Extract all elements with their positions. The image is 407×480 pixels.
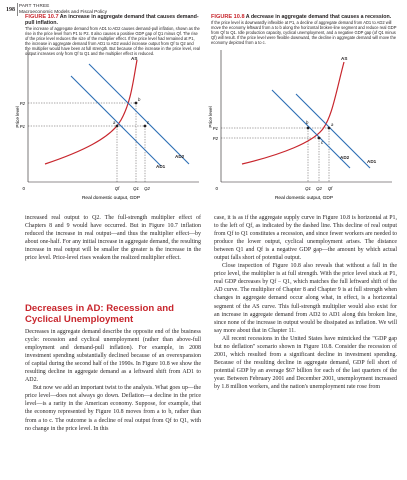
figure-10-8-caption [211,14,401,45]
x-tick-label: Q2 [144,186,150,191]
paragraph: increased real output to Q2. The full-strength multiplier effect of Chapters 8 and 9 would have occurred. But in Figure 10.7 inflation reduced the increase in real output—and thus the multiplier effect—by about one-half. For any initial increase in aggregate demand, the resulting increase in real output will be smaller the greater is the increase in the price level. Price-level rises weaken the realized multiplier effect. [25,215,201,262]
as-curve [45,60,137,164]
ad2-curve [272,90,350,168]
point-a-label: a [113,120,116,125]
figure-10-7-svg [11,42,201,202]
point-c [318,137,321,140]
part-subtitle: Macroeconomic Models and Fiscal Policy [19,10,107,15]
y-axis-label: Price level [208,106,213,128]
paragraph: But now we add an important twist to the analysis. What goes up—the price level—does not always go down. Deflation—a decline in the price level—is a rarity in the American economy. Suppose, for example, that the economy represented by Figure 10.8 moves from a to b, rather than from a to c. The outcome is a decline of real output from Qf to Q1, with no change in the price level. In this [25,385,201,432]
point-b-label: b [306,120,309,125]
section-heading: Decreases in AD: Recession and Cyclical Unemployment [25,303,174,325]
figure-title: A decrease in aggregate demand that causes a recession. [245,14,392,20]
ad2-label: AD2 [175,154,185,159]
paragraph: All recent recessions in the United States have mimicked the "GDP gap but no deflation" scenario shown in Figure 10.8. Consider the recession of 2001, which resulted from a significant decline in investment spending. Because of the resulting decline in aggregate demand, GDP fell short of potential GDP by an average $67 billion for each of the last quarters of the year. Between February 2001 and December 2001, unemployment increased by 1.8 million workers, and the nation's unemployment rate rose from [214,335,397,390]
ad1-label: AD1 [367,159,377,164]
x-axis-label: Real domestic output, GDP [274,196,334,201]
x-axis-label: Real domestic output, GDP [81,196,141,201]
point-a [116,125,119,128]
part-label: PART THREE [19,3,50,8]
point-a [328,127,331,130]
point-b [135,102,138,105]
left-column-text-lower [25,328,201,433]
ad2-curve [89,64,189,164]
point-b-label: b [138,97,141,102]
as-label: AS [131,56,138,61]
origin-label: 0 [22,186,25,191]
x-tick-label: Qf [114,186,120,191]
right-column-text [214,214,397,391]
paragraph: case, it is as if the aggregate supply curve in Figure 10.8 is horizontal at P1, to the left of Qf, as indicated by the dashed line. This decline of real output from Qf to Q1 constitutes a recession, and since fewer workers are needed to produce the lower output, cyclical unemployment arises. The distance between Q1 and Qf is a negative GDP gap—the amount by which actual output falls short of potential output. [214,215,397,262]
header-divider [17,3,18,16]
figure-label: FIGURE 10.8 [211,14,245,20]
point-c [144,125,147,128]
point-a-label: a [331,122,334,127]
paragraph: Decreases in aggregate demand describe the opposite end of the business cycle: recession and cyclical unemployment (rather than above-full employment and demand-pull inflation). For example, in 2008 investment spending substantially declined because of an overexpansion of capital during the second half of the 1990s. In Figure 10.8 we show the resulting decline in aggregate demand as a leftward shift from AD1 to AD2. [25,329,201,384]
x-tick-label: Qf [327,186,333,191]
y-tick-label: P1 [212,126,218,131]
page-number: 198 [6,7,15,13]
figure-10-7-chart [11,42,201,202]
figure-title: An increase in aggregate demand that causes demand-pull inflation. [25,14,199,26]
point-c-label: c [321,140,324,145]
y-tick-label: P2 [212,136,218,141]
y-axis-label: Price level [15,106,20,128]
y-tick-label: P1 [19,124,25,129]
x-tick-label: Q1 [305,186,311,191]
left-column-text [25,214,201,262]
ad1-label: AD1 [156,164,166,169]
paragraph: Close inspection of Figure 10.8 also reveals that without a fall in the price level, the multiplier is at full strength. With the price level stuck at P1, real GDP decreases by Qf − Q1, which matches the full leftward shift of the AD curve. The multiplier of Chapter 8 and Chapter 9 is at full strength when changes in aggregate demand occur along what, in effect, is a horizontal segment of the AS curve. This full-strength multiplier would also exist for an increase in aggregate demand from AD2 to AD1 along this broken line, since none of the increase in output would be dissipated as inflation. We will say more about that in Chapter 11. [214,263,397,334]
figure-caption-text: The increase of aggregate demand from AD1 to AD2 causes demand-pull inflation, shown as the rise in the price level from P1 to P2. It also causes a positive GDP gap of Q1 minus Qf. The rise of the price level reduces the size of the multiplier effect. If the price level had remained at P1, the increase in aggregate demand from AD1 to AD2 would increase output from Qf to Q2 and the multiplier would have been at full strength. But because of the increase in the price level, real output increases only from Qf to Q1 and the multiplier effect is reduced. [25,26,200,56]
figure-10-8-svg [204,42,394,202]
figure-10-8-chart [204,42,394,202]
origin-label: 0 [215,186,218,191]
x-tick-label: Q1 [133,186,139,191]
ad2-label: AD2 [340,155,350,160]
point-c-label: c [147,120,150,125]
figure-caption-text: If the price level is downwardly inflexible at P1, a decline of aggregate demand from AD1 to AD2 will move the economy leftward from a to b along the horizontal broken-line segment and reduce real GDP from Qf to Q1. Idle production capacity, cyclical unemployment, and a negative GDP gap (of Q1 minus Qf) will result. If the price level were flexible downward, the decline in aggregate demand will move the economy depicted from a to c. [211,20,397,45]
guide-q1 [128,103,136,182]
figure-label: FIGURE 10.7 [25,14,59,20]
as-curve [242,62,344,164]
y-tick-label: P2 [19,101,25,106]
as-label: AS [341,56,348,61]
x-tick-label: Q2 [316,186,322,191]
point-b [307,127,310,130]
